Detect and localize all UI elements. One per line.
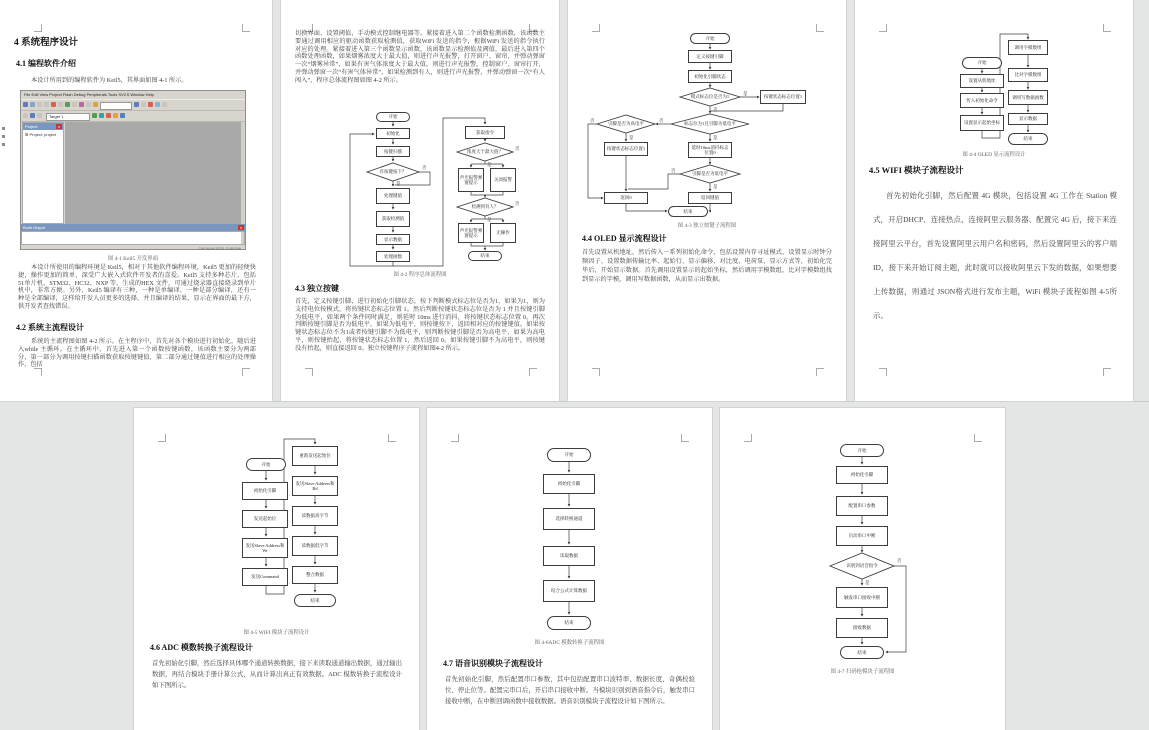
- flow-node: 处理函数: [376, 251, 410, 262]
- branch-label: 是: [396, 181, 401, 186]
- crop-mark: [592, 368, 600, 376]
- flow-node: 开始: [962, 57, 1002, 69]
- flow-node: 结束: [547, 616, 591, 630]
- crop-mark: [242, 368, 250, 376]
- flow-decision: 标志位为1且引脚为低电平: [684, 121, 736, 127]
- paragraph: 首先初始化引脚，然后选择具体哪个通道转换数据，接下来读取通道输出数据，通过输出数据，再结合模块手册计算公式，从而计算出真正有效数据。ADC 模数转换子流程设计如下图所示。: [152, 660, 402, 689]
- toolbar-icon: [120, 113, 125, 118]
- flow-decision: 引脚是否为高电平: [608, 121, 644, 127]
- flow-decision: 浓度大于最大值？: [467, 149, 503, 155]
- toolbar-icon: [23, 113, 28, 118]
- section-heading: 4.1 编程软件介绍: [16, 59, 76, 68]
- flow-node: 初始化: [376, 128, 410, 139]
- crop-mark: [34, 24, 42, 32]
- flow-decision: 引脚是否为低电平: [692, 171, 728, 177]
- crop-mark: [305, 368, 313, 376]
- branch-label: 否: [422, 165, 427, 170]
- figure-caption: 图 4-6ADC 模数转换子流程图: [534, 640, 605, 646]
- paragraph: 首先初始化引脚，然后配置 4G 模块，包括设置 4G 工作在 Station 模式，开启DHCP、连接热点、连接阿里云服务器、配置完 4G 后，接下来连接阿里云平台，首先设置阿里云用户名和密码，然后设置阿里云的客户端 ID，接下来开始订阅主题，此时就可以接收阿里云下发的数据，如果想要上传数据，则通过 JSON格式进行发布主题，WiFi 模块子流程如图 4-5所示。: [873, 191, 1117, 320]
- flow-node: 初始化引脚: [242, 482, 288, 500]
- document-page-5[interactable]: [134, 408, 419, 730]
- flow-node: 声光报警弹窗提示: [458, 223, 484, 243]
- flow-node: 重新发送起始位: [292, 446, 338, 466]
- branch-label: 是: [713, 135, 718, 140]
- toolbar-icon: [141, 102, 146, 107]
- editor-scrollbar: [241, 122, 244, 224]
- figure-caption: 图 4-7 扫码枪模块子流程图: [830, 669, 895, 675]
- flowchart-main: [288, 0, 558, 270]
- toolbar-icon: [65, 102, 70, 107]
- document-page-7[interactable]: [720, 408, 1005, 730]
- flow-node: 结束: [840, 646, 884, 659]
- close-icon: x: [240, 225, 242, 230]
- revision-mark: [2, 135, 5, 138]
- toolbar-icon: [113, 113, 118, 118]
- flow-node: 接收数据: [836, 618, 888, 638]
- flow-node: 设置显示起始坐标: [960, 115, 1004, 131]
- crop-mark: [529, 368, 537, 376]
- section-heading: 4.6 ADC 模数转换子流程设计: [150, 643, 253, 652]
- section-heading: 4 系统程序设计: [14, 38, 79, 48]
- flow-node: 关闭报警: [490, 168, 516, 192]
- build-output-header: x Build Output: [21, 224, 245, 231]
- document-page-6[interactable]: [427, 408, 712, 730]
- branch-label: 否: [515, 201, 520, 206]
- flow-node: 开始: [547, 448, 591, 462]
- toolbar-icon: [23, 102, 28, 107]
- flow-node: 定义按键引脚: [688, 50, 732, 63]
- branch-label: 是: [865, 580, 870, 585]
- branch-label: 否: [671, 168, 676, 173]
- editor-area: [65, 122, 244, 224]
- flow-node: 获取检测值: [376, 211, 410, 227]
- flow-node: 开始: [246, 458, 286, 471]
- crop-mark: [816, 368, 824, 376]
- crop-mark: [34, 368, 42, 376]
- toolbar-icon: [99, 113, 104, 118]
- toolbar-icon: [72, 102, 77, 107]
- keil-ide-screenshot: [20, 90, 246, 250]
- flowchart-lines: [288, 0, 558, 270]
- branch-label: 是: [487, 217, 492, 222]
- flow-decision: 识别到语音指令: [846, 563, 878, 569]
- flow-node: 显示数据: [1008, 113, 1048, 125]
- toolbar-icon: [30, 113, 35, 118]
- flowchart-adc: [427, 408, 712, 633]
- document-page-2[interactable]: [281, 0, 559, 401]
- project-panel-header: x Project: [23, 123, 63, 130]
- flow-node: 触发串口接收中断: [836, 587, 888, 608]
- paragraph: 首先，定义按键引脚，进行初始化引脚状态。按下判断模式标志位是否为1，如果为1，则为支持电位按模式，将按键状态标志位置 1。然后判断按键状态标志位是否为 1 并且按键引脚为低电平，如果两个条件同时满足，则延时 10ms 进行消抖，将按键状态标志位置 0。再次判断按键引脚是否为低电平，如果为低电平，则按键按下，返回相对应的按键键值。如果按键状态标志位不为1或者按键引脚不为低电平，则判断按键引脚是否为高电平，如果为高电平，则按键抬起，将按键状态标志位置 1，然后返回 0。如果按键引脚不为高电平，则按键没有抬起，则直接返回 0。独立按键程序子流程如图4-2 所示。: [295, 298, 545, 352]
- figure-caption: 图 4-1 Keil5 开发界面: [107, 256, 159, 262]
- flow-node: 发送Slave Address和Wr: [242, 538, 288, 558]
- flow-decision: 模式标志位是否为1: [690, 94, 730, 100]
- flow-node: 设置从机地址: [960, 74, 1004, 88]
- flow-node: 结束: [294, 594, 336, 607]
- flow-node: 初始化引脚: [836, 466, 888, 484]
- flow-node: 初始化引脚状态: [688, 70, 732, 83]
- keil-body: [21, 122, 245, 224]
- toolbar-icon: [79, 102, 84, 107]
- build-output-area: [21, 231, 245, 245]
- toolbar-search-box: [100, 102, 132, 110]
- status-bar: CAP NUM SCRL OVR R/W: [198, 247, 241, 251]
- figure-caption: 图 4-4 OLED 显示流程设计: [962, 152, 1026, 158]
- figure-caption: 图 4-5 WIFI 模块子流程设计: [243, 630, 310, 636]
- section-heading: 4.4 OLED 显示流程设计: [582, 234, 667, 243]
- flow-node: 开始: [840, 444, 884, 457]
- flow-node: 启动串口中断: [836, 526, 888, 546]
- flow-node: 处理键值: [376, 188, 410, 204]
- flow-node: 声光报警弹窗提示: [458, 168, 484, 192]
- branch-label: 否: [897, 558, 902, 563]
- flow-node: 结束: [468, 251, 502, 261]
- branch-label: 否: [659, 118, 664, 123]
- flow-node: 延时10ms消抖标志位置0: [688, 142, 732, 158]
- paragraph: 本设计所用到的编程软件为 Keil5，其界面如图 4-1 所示。: [31, 77, 188, 84]
- toolbar-icon: [30, 102, 35, 107]
- flow-node: 获取指令: [465, 126, 505, 139]
- flow-node: 开始: [690, 33, 730, 44]
- flow-node: 调用写数据函数: [1008, 90, 1048, 105]
- flow-decision: 有按键按下？: [379, 169, 407, 175]
- section-heading: 4.2 系统主流程设计: [16, 323, 84, 332]
- flow-node: 显示数据: [376, 234, 410, 245]
- paragraph: 切换界面、设置阈值、手动模式控制继电器等。紧接着进入第二个函数检测函数，该函数主要通过调用相应的驱动函数获取检测值，获取WiFi 发送的指令，根据WiFi 发送的指令执行对应的处理。紧接着进入第三个函数显示函数，该函数显示检测值及阈值，最后进入第四个函数处理函数，如果烟雾浓度大于最大值，则进行声光报警，打开窗户、窗帘，并弹动弹窗一次“烟雾异常”，如果有害气体浓度大于最大值，则进行声光报警，控制窗户、窗帘打开，并弹动弹窗一次“有害气体异常”，如果检测到有人，则进行声光报警，并弹动弹窗一次“有人闯入”，程序总体流程图如图 4-2 所示。: [295, 30, 545, 84]
- flow-node: 传入初始化命令: [960, 93, 1004, 108]
- keil-build-toolbar: [21, 111, 245, 122]
- flow-node: 调用字模数组: [1008, 40, 1048, 55]
- project-panel: [22, 122, 64, 224]
- section-heading: 4.7 语音识别模块子流程设计: [443, 659, 543, 668]
- flow-node: 发送Command: [242, 568, 288, 586]
- flowchart-wifi: [134, 408, 419, 623]
- branch-label: 否: [515, 146, 520, 151]
- flow-node: 初始化引脚: [543, 474, 595, 494]
- flow-node: 结合公式计算数据: [543, 580, 595, 602]
- revision-mark: [2, 143, 5, 146]
- branch-label: 否: [590, 118, 595, 123]
- flow-node: 读取数据: [543, 546, 595, 566]
- flow-node: 按键状态标志位置1: [760, 90, 806, 104]
- document-page-3[interactable]: [568, 0, 846, 401]
- keil-toolbar: [21, 99, 245, 111]
- flow-node: 返回键值: [688, 192, 732, 204]
- flow-node: 按键扫描: [376, 146, 410, 157]
- toolbar-icon: [44, 102, 49, 107]
- toolbar-icon: [155, 102, 160, 107]
- toolbar-icon: [58, 102, 63, 107]
- branch-label: 是: [713, 184, 718, 189]
- paragraph: 系统的主流程图如图 4-2 所示。在主程序中，首先对各个模块进行初始化，随后进入while 主循环。在主循环中，首先进入第一个函数按键函数，该函数主要分为两部分，第一部分为调用按键扫描函数获取按键键值，第二部分通过键值进行相应的处理操作，包括: [18, 338, 256, 369]
- toolbar-icon: [51, 102, 56, 107]
- keil-menubar: File Edit View Project Flash Debug Peripherals Tools SVCS Window Help: [24, 92, 154, 97]
- flow-node: 读数据低字节: [292, 536, 338, 556]
- flow-node: 开始: [376, 112, 410, 122]
- toolbar-icon: [134, 102, 139, 107]
- flowchart-keys: [578, 0, 838, 220]
- paragraph: 首先初始化引脚，然后配置串口参数，其中包括配置串口波特率、数据长度、奇偶校验位、停止位等。配置完串口后，开启串口接收中断。当模块识别到语音指令后，触发串口接收中断，在中断回调函数中接收数据。语音识别模块子流程设计如下图所示。: [445, 676, 695, 705]
- flow-node: 配置串口参数: [836, 496, 888, 516]
- flow-node: 读数据高字节: [292, 506, 338, 526]
- revision-mark: [2, 127, 5, 130]
- project-tree: ⊞ Project: project: [25, 132, 57, 137]
- figure-caption: 图 4-3 独立按键子流程图: [677, 223, 737, 229]
- figure-caption: 图 4-2 程序总体流程图: [393, 272, 447, 278]
- branch-label: 是: [629, 135, 634, 140]
- flow-decision: 检测到有人？: [471, 204, 499, 210]
- target-select: Target 1: [46, 113, 90, 121]
- crop-mark: [879, 368, 887, 376]
- paragraph: 首先设置从机地址，然后传入一系列初始化命令，包括设置内存寻址模式、设置显示时钟分频因子、设置数据传输比率、起始行、显示偏移、对比度、电荷泵、显示方式等，初始化完毕后，开始显示数据。首先调用设置显示的起始坐标，然后调用字模数组，比对字模数组找到显示的字模，调用写数据函数，从而显示出数据。: [582, 249, 832, 283]
- toolbar-icon: [93, 102, 98, 107]
- close-icon: x: [58, 124, 60, 129]
- document-page-4[interactable]: [855, 0, 1133, 401]
- crop-mark: [1103, 368, 1111, 376]
- flow-node: 比对字模数组: [1008, 68, 1048, 82]
- section-heading: 4.5 WIFI 模块子流程设计: [869, 165, 964, 175]
- document-page-1[interactable]: [0, 0, 272, 401]
- output-scrollbar: [241, 232, 244, 244]
- flow-node: 结束: [1008, 133, 1048, 145]
- crop-mark: [242, 24, 250, 32]
- paragraph: 本设计所使用的编程环境是 Keil5，相对于其他软件编程环境，Keil5 更加的轻便快捷，操作更加的简单，深受广大嵌入式软件开发者的喜爱。Keil5 支持多种芯片，包括51单片机、STM32、HC32、NXP 等，生成的HEX 文件，可通过烧录器直接烧录到单片机中，非常方便。另外，Keil5 编译有三种，一种是单编译，一种是部分编译，还有一种是全部编译，这样给开发人员更多的选择，并且编译的结果，显示在界面的最下方，供开发者查找错误。: [18, 264, 256, 310]
- toolbar-icon: [148, 102, 153, 107]
- toolbar-icon: [162, 102, 167, 107]
- flow-node: 选择转换通道: [543, 508, 595, 530]
- flow-node: 结束: [668, 206, 708, 217]
- toolbar-icon: [92, 113, 97, 118]
- flowchart-oled: [864, 0, 1124, 150]
- branch-label: 是: [743, 91, 748, 96]
- flow-node: 按键状态标志位置1: [604, 142, 648, 156]
- toolbar-icon: [86, 102, 91, 107]
- flow-node: 发送Slave Address和Rd: [292, 476, 338, 496]
- flow-node: 无操作: [490, 223, 516, 243]
- flow-node: 返回0: [604, 192, 648, 204]
- toolbar-icon: [37, 102, 42, 107]
- flowchart-voice: [720, 408, 1005, 663]
- flow-node: 发送起始位: [242, 510, 288, 528]
- branch-label: 否: [713, 107, 718, 112]
- branch-label: 是: [487, 162, 492, 167]
- section-heading: 4.3 独立按键: [295, 284, 339, 293]
- toolbar-icon: [37, 113, 42, 118]
- flow-node: 整合数据: [292, 566, 338, 584]
- row-divider: [0, 401, 1149, 402]
- toolbar-icon: [106, 113, 111, 118]
